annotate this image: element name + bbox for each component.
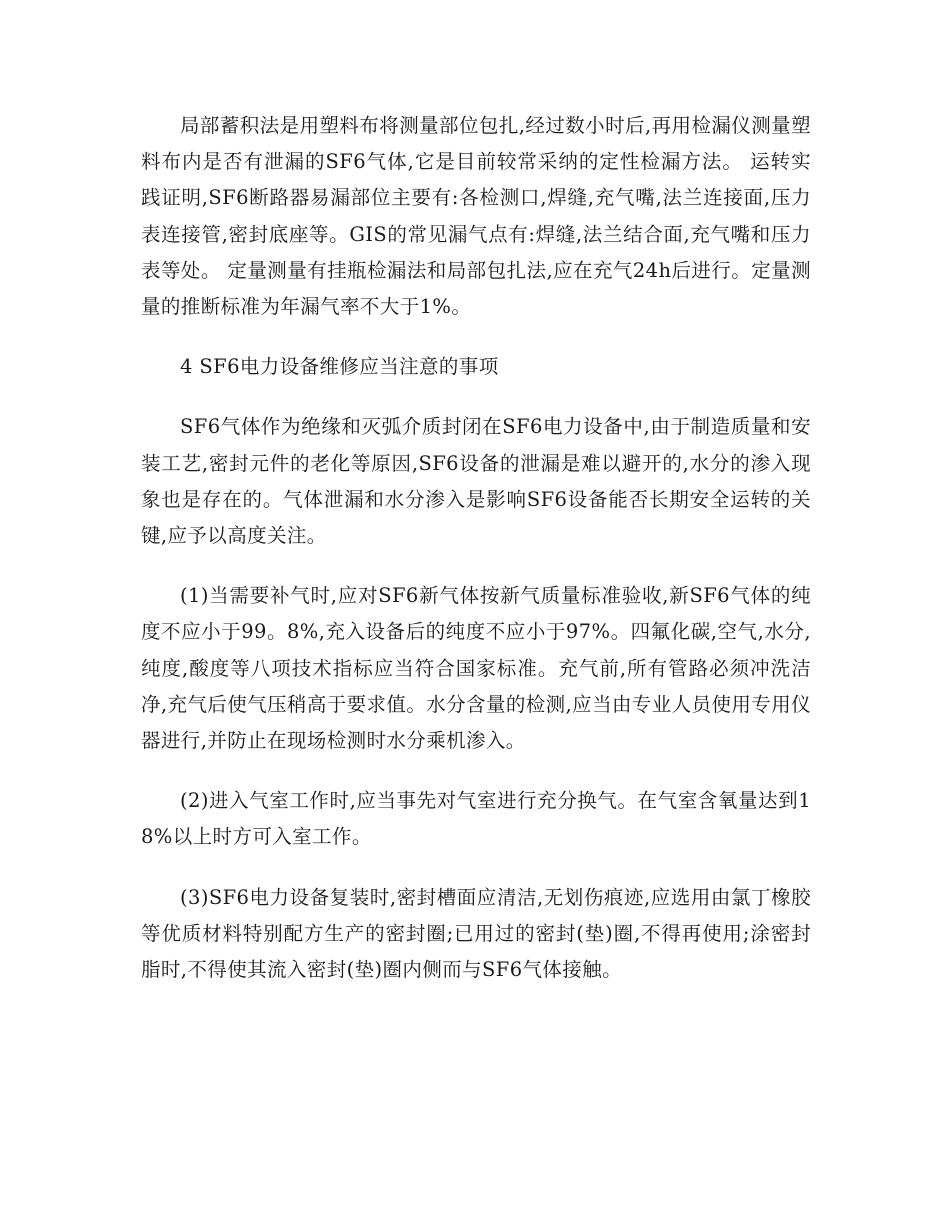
paragraph-item-2: (2)进入气室工作时,应当事先对气室进行充分换气。在气室含氧量达到18%以上时方可入室工作。 bbox=[141, 789, 811, 849]
paragraph-sf6-intro: SF6气体作为绝缘和灭弧介质封闭在SF6电力设备中,由于制造质量和安装工艺,密封元件的老化等原因,SF6设备的泄漏是难以避开的,水分的渗入现象也是存在的。气体泄漏和水分渗入是影响SF6设备能否长期安全运转的关键,应予以高度关注。 bbox=[141, 415, 811, 548]
paragraph-leak-detection: 局部蓄积法是用塑料布将测量部位包扎,经过数小时后,再用检漏仪测量塑料布内是否有泄漏的SF6气体,它是目前较常采纳的定性检漏方法。 运转实践证明,SF6断路器易漏部位主要有:各检测口,焊缝,充气嘴,法兰连接面,压力表连接管,密封底座等。GIS的常见漏气点有:焊缝,法兰结合面,充气嘴和压力表等处。 定量测量有挂瓶检漏法和局部包扎法,应在充气24h后进行。定量测量的推断标准为年漏气率不大于1%。 bbox=[141, 114, 811, 319]
paragraph-item-3: (3)SF6电力设备复装时,密封槽面应清洁,无划伤痕迹,应选用由氯丁橡胶等优质材料特别配方生产的密封圈;已用过的密封(垫)圈,不得再使用;涂密封脂时,不得使其流入密封(垫)圈内侧而与SF6气体接触。 bbox=[141, 885, 811, 982]
document-page bbox=[141, 108, 811, 988]
paragraph-item-1: (1)当需要补气时,应对SF6新气体按新气质量标准验收,新SF6气体的纯度不应小于99。8%,充入设备后的纯度不应小于97%。四氟化碳,空气,水分,纯度,酸度等八项技术指标应当符合国家标准。充气前,所有管路必须冲洗洁净,充气后使气压稍高于要求值。水分含量的检测,应当由专业人员使用专用仪器进行,并防止在现场检测时水分乘机渗入。 bbox=[141, 584, 811, 753]
section-heading: 4 SF6电力设备维修应当注意的事项 bbox=[180, 355, 499, 379]
